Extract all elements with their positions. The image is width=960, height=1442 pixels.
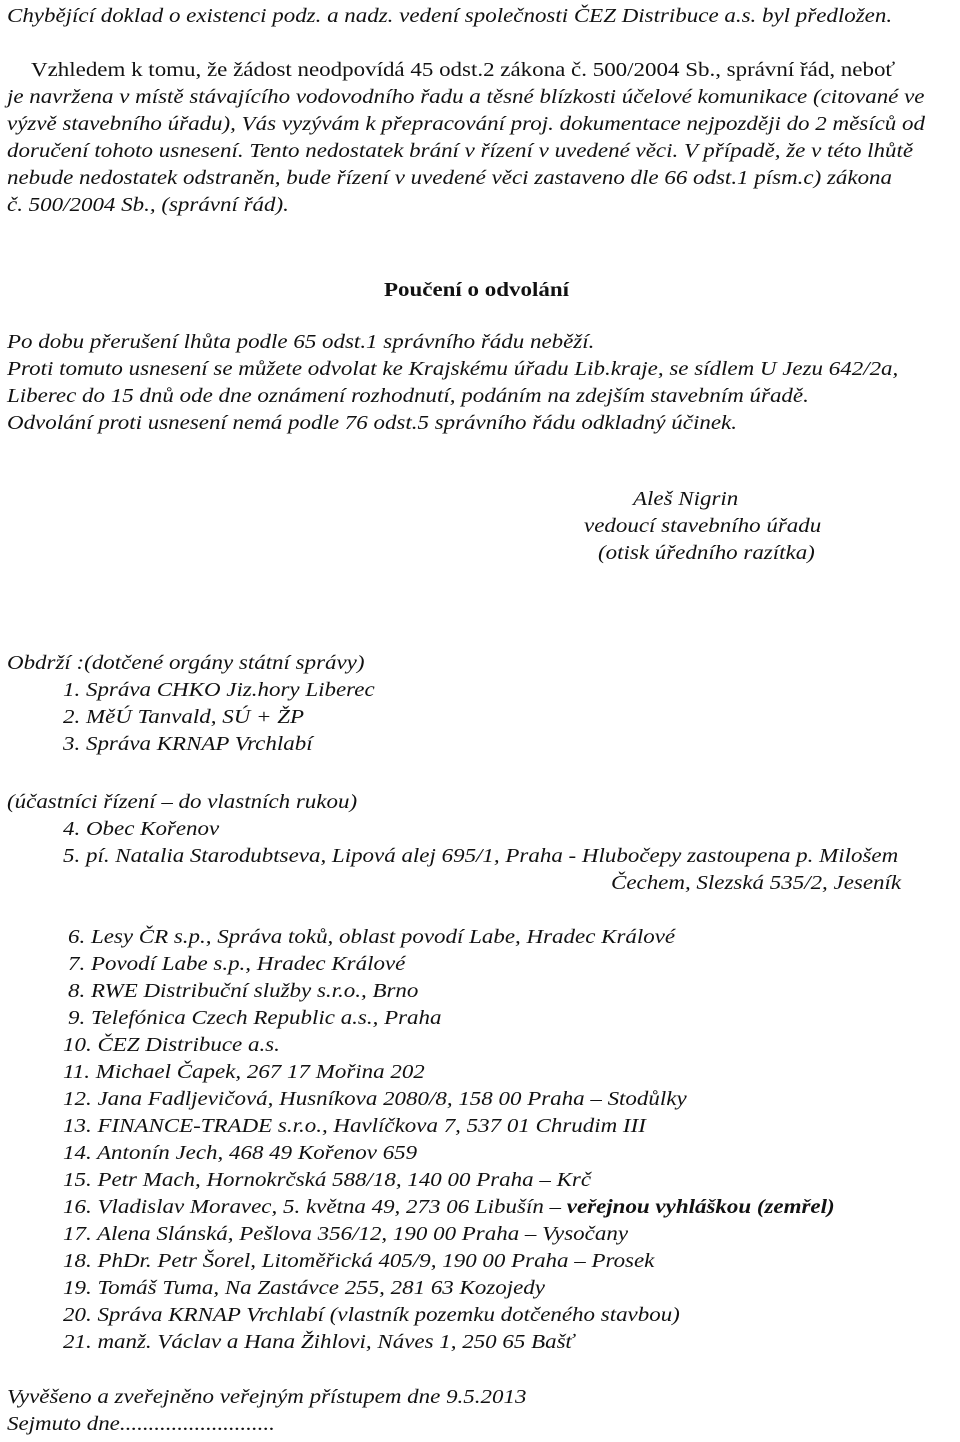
participant-item: 17. Alena Slánská, Pešlova 356/12, 190 00 Praha – Vysočany bbox=[63, 1223, 629, 1245]
participant-item: 14. Antonín Jech, 468 49 Kořenov 659 bbox=[63, 1142, 418, 1164]
intro-line: Chybějící doklad o existenci podz. a nadz. vedení společnosti ČEZ Distribuce a.s. byl předložen. bbox=[7, 5, 893, 27]
paragraph-line-1: Vzhledem k tomu, že žádost neodpovídá 45 odst.2 zákona č. 500/2004 Sb., správní řád, neboť bbox=[31, 59, 896, 81]
appeal-heading: Poučení o odvolání bbox=[384, 279, 569, 301]
participant-item: 6. Lesy ČR s.p., Správa toků, oblast povodí Labe, Hradec Králové bbox=[68, 926, 676, 948]
participant-item: 10. ČEZ Distribuce a.s. bbox=[63, 1034, 280, 1056]
participant-item: 12. Jana Fadljevičová, Husníkova 2080/8, 158 00 Praha – Stodůlky bbox=[63, 1088, 687, 1110]
participant-item: 21. manž. Václav a Hana Žihlovi, Náves 1, 250 65 Bašť bbox=[63, 1331, 574, 1353]
paragraph-line-6: č. 500/2004 Sb., (správní řád). bbox=[7, 194, 289, 216]
authority-item: 3. Správa KRNAP Vrchlabí bbox=[63, 733, 313, 755]
participant-item: 16. Vladislav Moravec, 5. května 49, 273 06 Libušín – veřejnou vyhláškou (zemřel) bbox=[63, 1196, 835, 1218]
signatory-role: vedoucí stavebního úřadu bbox=[584, 515, 822, 537]
participant-item: 7. Povodí Labe s.p., Hradec Králové bbox=[68, 953, 406, 975]
participant-item: 4. Obec Kořenov bbox=[63, 818, 220, 840]
recipients-heading: Obdrží :(dotčené orgány státní správy) bbox=[7, 652, 365, 674]
appeal-line-1: Po dobu přerušení lhůta podle 65 odst.1 správního řádu neběží. bbox=[7, 331, 595, 353]
authority-item: 1. Správa CHKO Jiz.hory Liberec bbox=[63, 679, 375, 701]
participant-item: 13. FINANCE-TRADE s.r.o., Havlíčkova 7, 537 01 Chrudim III bbox=[63, 1115, 646, 1137]
paragraph-line-4: doručení tohoto usnesení. Tento nedostatek brání v řízení v uvedené věci. V případě, že v této lhůtě bbox=[7, 140, 914, 162]
posted-date: Vyvěšeno a zveřejněno veřejným přístupem dne 9.5.2013 bbox=[7, 1386, 527, 1408]
participant-item: 8. RWE Distribuční služby s.r.o., Brno bbox=[68, 980, 419, 1002]
participant-item: 19. Tomáš Tuma, Na Zastávce 255, 281 63 Kozojedy bbox=[63, 1277, 545, 1299]
signatory-name: Aleš Nigrin bbox=[633, 488, 739, 510]
paragraph-line-2: je navržena v místě stávajícího vodovodního řadu a těsné blízkosti účelové komunikace (citované ve bbox=[7, 86, 925, 108]
appeal-line-4: Odvolání proti usnesení nemá podle 76 odst.5 správního řádu odkladný účinek. bbox=[7, 412, 737, 434]
stamp-note: (otisk úředního razítka) bbox=[598, 542, 815, 564]
participant-item: 5. pí. Natalia Starodubtseva, Lipová alej 695/1, Praha - Hlubočepy zastoupena p. Milošem bbox=[63, 845, 899, 867]
removed-date: Sejmuto dne........................... bbox=[7, 1413, 275, 1435]
paragraph-line-3: výzvě stavebního úřadu), Vás vyzývám k přepracování proj. dokumentace nejpozději do 2 měsíců od bbox=[7, 113, 925, 135]
participant-item: 9. Telefónica Czech Republic a.s., Praha bbox=[68, 1007, 442, 1029]
appeal-line-3: Liberec do 15 dnů ode dne oznámení rozhodnutí, podáním na zdejším stavebním úřadě. bbox=[7, 385, 809, 407]
participant-item: 11. Michael Čapek, 267 17 Mořina 202 bbox=[63, 1061, 425, 1083]
paragraph-line-5: nebude nedostatek odstraněn, bude řízení v uvedené věci zastaveno dle 66 odst.1 písm.c) zákona bbox=[7, 167, 893, 189]
public-notice-emphasis: veřejnou vyhláškou (zemřel) bbox=[566, 1196, 835, 1218]
appeal-line-2: Proti tomuto usnesení se můžete odvolat ke Krajskému úřadu Lib.kraje, se sídlem U Jezu 642/2a, bbox=[7, 358, 899, 380]
participant-item: 15. Petr Mach, Hornokrčská 588/18, 140 00 Praha – Krč bbox=[63, 1169, 592, 1191]
participant-item: 18. PhDr. Petr Šorel, Litoměřická 405/9, 190 00 Praha – Prosek bbox=[63, 1250, 655, 1272]
participants-heading: (účastníci řízení – do vlastních rukou) bbox=[7, 791, 358, 813]
authority-item: 2. MěÚ Tanvald, SÚ + ŽP bbox=[63, 706, 305, 728]
participant-item-continuation: Čechem, Slezská 535/2, Jeseník bbox=[611, 872, 902, 894]
participant-item: 20. Správa KRNAP Vrchlabí (vlastník pozemku dotčeného stavbou) bbox=[63, 1304, 680, 1326]
